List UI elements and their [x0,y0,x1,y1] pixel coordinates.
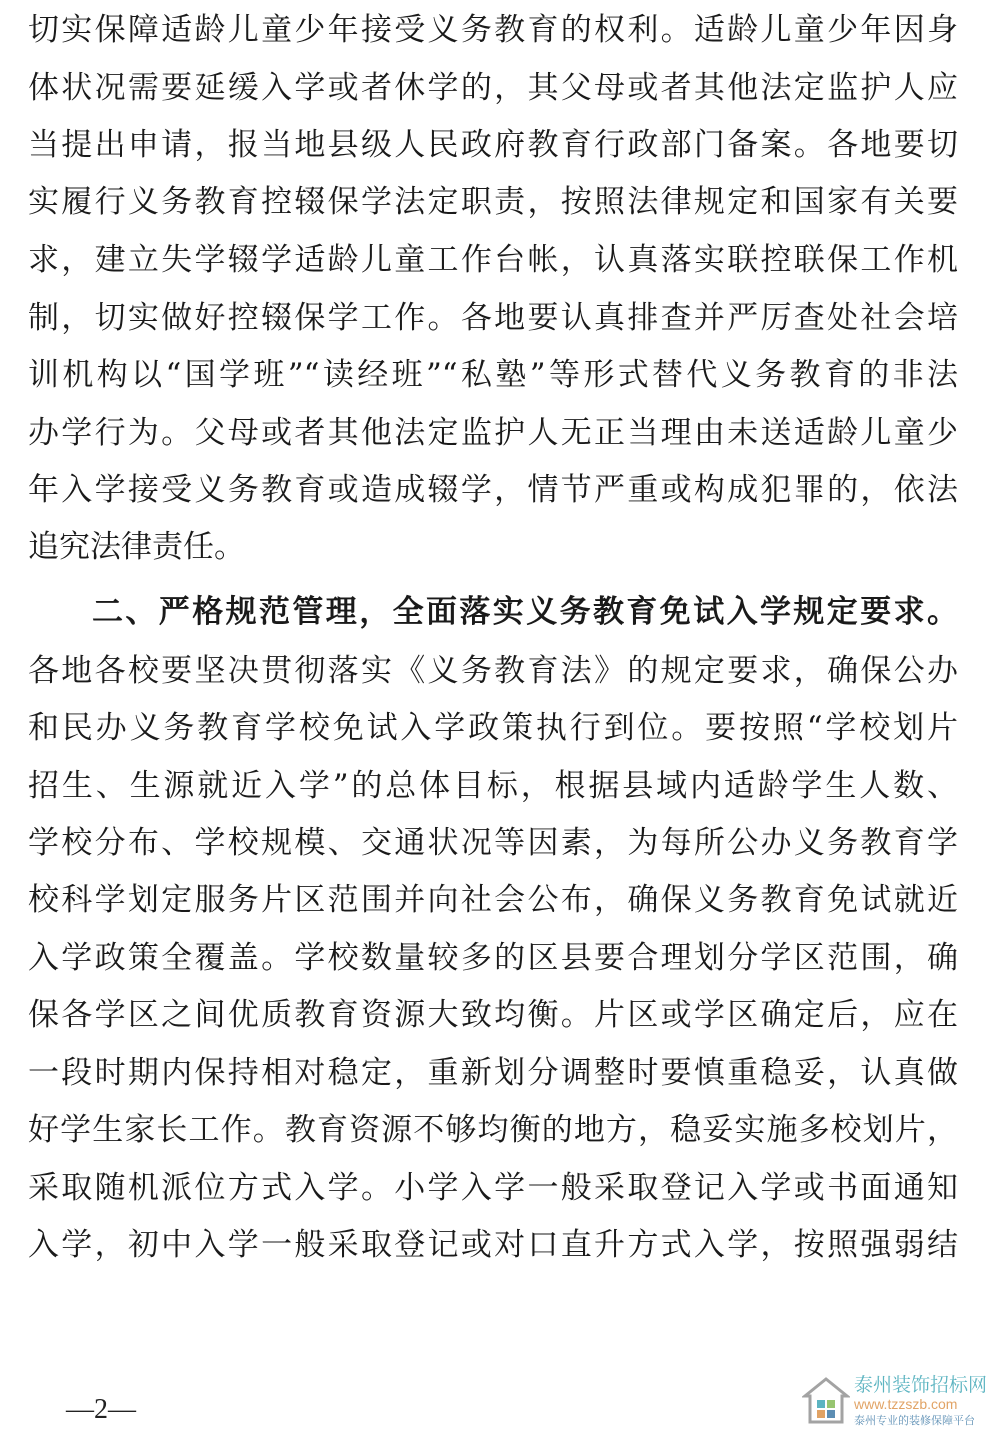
body-line: 当提出申请，报当地县级人民政府教育行政部门备案。各地要切 [28,127,958,163]
body-line: 办学行为。父母或者其他法定监护人无正当理由未送适龄儿童少 [28,415,958,451]
body-line: 年入学接受义务教育或造成辍学，情节严重或构成犯罪的，依法 [28,472,958,508]
body-line: 校科学划定服务片区范围并向社会公布，确保义务教育免试就近 [28,882,958,918]
body-line: 入学，初中入学一般采取登记或对口直升方式入学，按照强弱结 [28,1227,958,1263]
body-line: 采取随机派位方式入学。小学入学一般采取登记入学或书面通知 [28,1170,958,1206]
body-line: 和民办义务教育学校免试入学政策执行到位。要按照“学校划片 [28,710,958,746]
watermark-tagline: 泰州专业的装修保障平台 [854,1414,975,1427]
page-number: —2— [66,1394,136,1425]
body-line: 求，建立失学辍学适龄儿童工作台帐，认真落实联控联保工作机 [28,242,958,278]
body-line: 切实保障适龄儿童少年接受义务教育的权利。适龄儿童少年因身 [28,12,958,48]
watermark-url: www.tzzszb.com [854,1396,958,1412]
body-line: 实履行义务教育控辍保学法定职责，按照法律规定和国家有关要 [28,184,958,220]
body-line: 入学政策全覆盖。学校数量较多的区县要合理划分学区范围，确 [28,940,958,976]
body-line: 训机构以“国学班”“读经班”“私塾”等形式替代义务教育的非法 [28,357,958,393]
body-line: 各地各校要坚决贯彻落实《义务教育法》的规定要求，确保公办 [28,653,958,689]
body-line: 一段时期内保持相对稳定，重新划分调整时要慎重稳妥，认真做 [28,1055,958,1091]
watermark-title: 泰州装饰招标网 [854,1374,988,1396]
house-logo-icon [802,1376,850,1428]
body-line: 学校分布、学校规模、交通状况等因素，为每所公办义务教育学 [28,825,958,861]
section-heading: 二、严格规范管理，全面落实义务教育免试入学规定要求。 [92,594,958,630]
body-line: 制，切实做好控辍保学工作。各地要认真排查并严厉查处社会培 [28,300,958,336]
body-line: 追究法律责任。 [28,529,245,565]
body-line: 好学生家长工作。教育资源不够均衡的地方，稳妥实施多校划片， [28,1112,958,1148]
watermark [802,1372,988,1434]
body-line: 保各学区之间优质教育资源大致均衡。片区或学区确定后，应在 [28,997,958,1033]
body-line: 体状况需要延缓入学或者休学的，其父母或者其他法定监护人应 [28,70,958,106]
body-line: 招生、生源就近入学”的总体目标，根据县域内适龄学生人数、 [28,768,958,804]
